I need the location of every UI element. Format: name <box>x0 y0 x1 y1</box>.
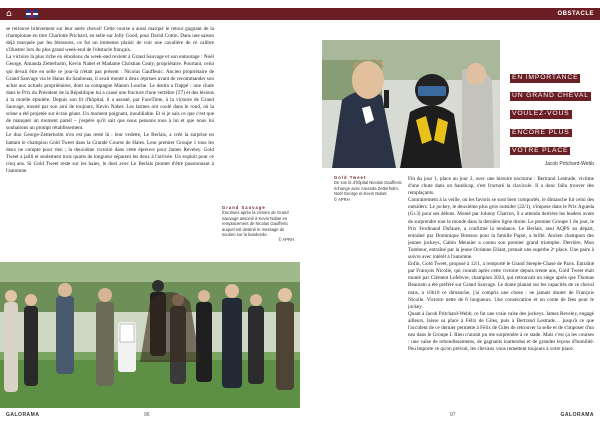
ceremony-photo <box>0 262 300 408</box>
paragraph: Le duo George-Zetterholm n'en est pas resté là : leur vedette, Le Berlais, a créé la surprise en battant le champion Gold Tweet dans la Grande Course de Haies. Leur premier Groupe 1 tous les deux ne compte pour rien ; la deuxième victoire dans cette épreuve pour James Reveley. Gold Tweet a jailli et seulement trois quarts de longueur séparent les deux à l'arrivée. Un exploit pour ce cinq ans. Si Gold Tweet reste sur les haies, le duel avec Le Berlais promet d'être passionnant à l'automne. <box>6 132 214 174</box>
paragraph: Fin du jour 1, place au jour 2, avec une histoire nocturne : Bertrand Lestrade, victime d'une chute dans un handicap, s'est fracturé la clavicule. Il a donc fallu trouver des remplaçants. <box>408 176 594 197</box>
caption-title: Gold Tweet <box>334 175 367 180</box>
section-label: OBSTACLE <box>557 11 594 17</box>
paragraph: Contrairement à la veille, où les favoris se sont bien comportés, le dimanche fut celui des outsiders. Le jockey, le deuxième plus gros outsider (22/1), s'impose dans le Prix Agueda (Gr.3) pour ses débuts. Monté par Johnny Charron, il a attendu derrière les leaders avant de surprendre tout le monde dans la dernière ligne droite. Le premier Groupe 1 du jour, le Prix Ferdinand Dufaure, a confirmé la tendance. Le Berlais, seul AQPS au départ, entraîné par Dominique Bressou pour la famille Papot, a brillé. Ancien champion des jeunes jockeys, Gabin Meunier a connu son premier grand triomphe. Derrière, Mon Tombeur, entraîné par la jeune Océanne Eliant, prenait une superbe 2ᵉ place. Une paire à suivre avec intérêt à l'automne. <box>408 197 594 261</box>
pull-quote <box>510 66 594 167</box>
caption-title: Grand Sauvage <box>222 205 266 210</box>
brand-name: GALORAMA <box>6 412 40 418</box>
uk-flag-icon[interactable] <box>26 10 38 18</box>
caption-text: Émotions après la victoire de Grand Sauvage associé à Kevin Nabet en remplacement de Nicolas Gauffenic auquel est destiné le message de soutien sur la banderole. <box>222 210 289 238</box>
photo-credit: © APRH <box>334 196 350 202</box>
quote-line: ENCORE PLUS <box>512 128 570 136</box>
photo-caption <box>334 175 406 202</box>
caption-text: De son lit d'hôpital Nicolas Gauffenic échange avec Amanda Zetterholm, Noël George et Kevin Nabet. <box>334 180 402 197</box>
top-bar <box>0 8 300 20</box>
footer-right <box>561 412 594 418</box>
page-number: 97 <box>450 412 456 418</box>
page-number: 96 <box>144 412 150 418</box>
quote-line: VOULEZ-VOUS <box>512 110 570 118</box>
brand-name: GALORAMA <box>560 412 594 418</box>
footer-left <box>6 412 39 418</box>
home-icon[interactable]: ⌂ <box>6 9 12 19</box>
paragraph: se retrouve brièvement sur leur autre cheval! Cette course a aussi marqué le retour gagnant de la championne en titre Charlotte Prichard, en selle sur Jolly Good, pour David Cottin. Dans une saison déjà marquée par les blessures, ce fut un immense plaisir de voir une cavalière de ce calibre s'illustrer lors du plus grand week-end de l'obstacle français. <box>6 26 214 54</box>
quote-line: UN GRAND CHEVAL <box>512 92 589 100</box>
paragraph: Quant à Jacob Pritchard-Webb, ce fut une vraie valse des jockeys. James Reveley, engagé ailleurs, laisse sa place à Félix de Giles, puis à Bertrand Lestrade… jusqu'à ce que l'accident de ce dernier permette à Félix de Giles de retrouver la selle et de s'imposer d'un nez dans le Groupe I. Rien n'aurait pu me surprendre à ce stade. Mais c'est ça les courses : une valse de rebondissements, de gagnants inattendus et de grandes leçons d'humilité. Peu importe ce qu'on prévoit, les chevaux vous remettent toujours à votre place. <box>408 310 594 353</box>
quote-line: VOTRE PLACE <box>512 146 569 154</box>
photo-credit: © APRH <box>278 237 294 243</box>
interview-photo-image <box>322 40 500 168</box>
quote-line: EN IMPORTANCE <box>512 74 579 81</box>
paragraph: Enfin, Gold Tweet, proposé à 12/1, a remporté le Grand Steeple-Chase de Paris. Entraîné par François Nicolle, qui courait après cette victoire depuis trente ans, Gold Tweet était monté par Clément Lefebvre, champion 2024, qui retrouvait un siège après que Thomas Beaurain a été préféré sur Grand Sauvage. Le doute planait sur les capacités de ce cheval mais, à 16h10 ce dimanche, j'ai compris une chose : ne jamais douter de François Nicolle. Victoire nette de 6 longueurs. Une consécration et un conte de fées pour le jockey. <box>408 261 594 310</box>
top-bar <box>300 8 600 20</box>
ceremony-photo-image <box>0 262 300 408</box>
quote-author: Jacob Pritchard-Webb <box>544 160 594 167</box>
photo-caption <box>222 205 294 243</box>
article-body-left <box>6 26 214 175</box>
article-body-right <box>408 176 594 353</box>
interview-photo <box>322 40 500 168</box>
right-page <box>300 0 600 424</box>
paragraph: La victoire la plus riche en émotions du week-end revient à Grand Sauvage et son entourage : Noël George, Amanda Zetterholm, Kevin Nabet et Madame Christian Cealy, propriétaire. Pourtant, celui qui devait être en selle ce jour-là n'était pas présent : Nicolas Gauffenic. Ancien propriétaire de Grand Sauvage via le Haras du Saubouas, il avait monté à deux reprises avant de recommander son achat aux actuels propriétaires, dont sa compagne Manon Louche. Le destin a frappé : une chute dans le Prix du Président de la République lui a causé une fracture d'une vertèbre (T7) et des lésions à la moelle épinière. Depuis son lit d'hôpital, il a assisté, par FaceTime, à la victoire de Grand Sauvage, monté par son ami de toujours, Kevin Nabet. Les larmes ont coulé dans le rond, où la scène a été projetée sur écran géant. Un moment poignant, inoubliable. Et si je sais ce que c'est que de manquer un moment pareil – j'espère qu'il sait que nous pensons tous à lui et que nous lui souhaitons un prompt rétablissement. <box>6 54 214 132</box>
